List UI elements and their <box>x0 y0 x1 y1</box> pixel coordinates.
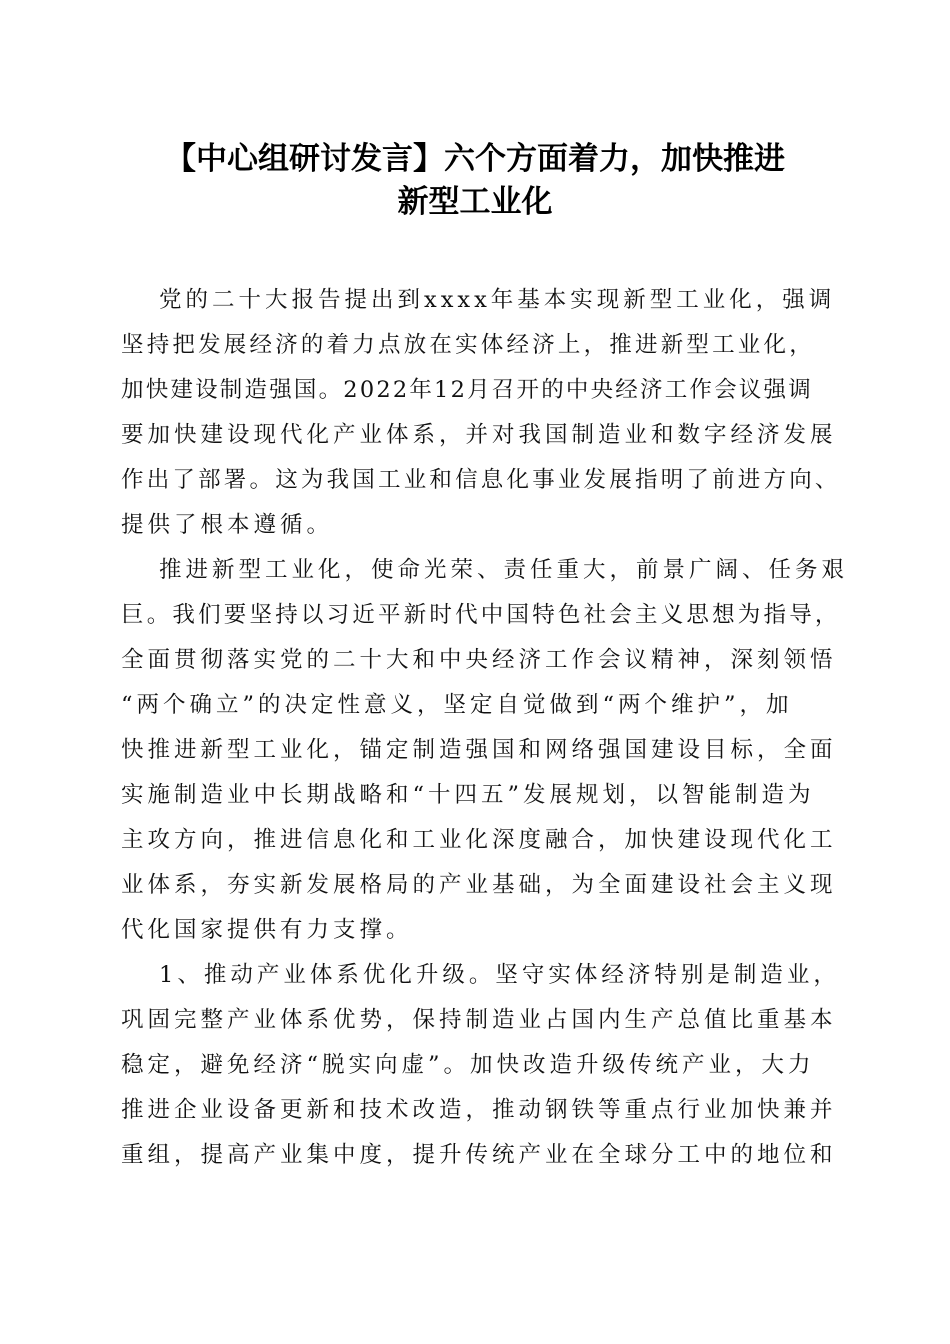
text-line: 快推进新型工业化，锚定制造强国和网络强国建设目标，全面 <box>121 737 837 763</box>
text-line: 巨。我们要坚持以习近平新时代中国特色社会主义思想为指导， <box>121 602 841 628</box>
text-line: 实施制造业中长期战略和“十四五”发展规划，以智能制造为 <box>121 782 815 808</box>
title-line-1: 【中心组研讨发言】六个方面着力，加快推进 <box>165 141 785 177</box>
text-line: 全面贯彻落实党的二十大和中央经济工作会议精神，深刻领悟 <box>121 647 837 673</box>
text-line: 要加快建设现代化产业体系，并对我国制造业和数字经济发展 <box>121 422 837 448</box>
text-line: 党的二十大报告提出到xxxx年基本实现新型工业化，强调 <box>159 287 836 313</box>
document-body <box>121 278 849 1178</box>
text-line: 业体系，夯实新发展格局的产业基础，为全面建设社会主义现 <box>121 872 837 898</box>
text-line: 加快建设制造强国。2022年12月召开的中央经济工作会议强调 <box>121 377 813 403</box>
text-line: 提供了根本遵循。 <box>121 512 334 538</box>
text-line: “两个确立”的决定性意义，坚定自觉做到“两个维护”，加 <box>121 692 793 718</box>
text-line: 1、推动产业体系优化升级。坚守实体经济特别是制造业， <box>159 962 840 988</box>
text-line: 稳定，避免经济“脱实向虚”。加快改造升级传统产业，大力 <box>121 1052 815 1078</box>
title-line-2: 新型工业化 <box>397 184 553 220</box>
text-line: 推进新型工业化，使命光荣、责任重大，前景广阔、任务艰 <box>159 557 849 583</box>
text-line: 主攻方向，推进信息化和工业化深度融合，加快建设现代化工 <box>121 827 837 853</box>
text-line: 推进企业设备更新和技术改造，推动钢铁等重点行业加快兼并 <box>121 1097 837 1123</box>
text-line: 重组，提高产业集中度，提升传统产业在全球分工中的地位和 <box>121 1142 837 1168</box>
text-line: 坚持把发展经济的着力点放在实体经济上，推进新型工业化， <box>121 332 815 358</box>
text-line: 作出了部署。这为我国工业和信息化事业发展指明了前进方向、 <box>121 467 841 493</box>
text-line: 代化国家提供有力支撑。 <box>121 917 413 943</box>
text-line: 巩固完整产业体系优势，保持制造业占国内生产总值比重基本 <box>121 1007 837 1033</box>
document-title <box>90 138 860 224</box>
